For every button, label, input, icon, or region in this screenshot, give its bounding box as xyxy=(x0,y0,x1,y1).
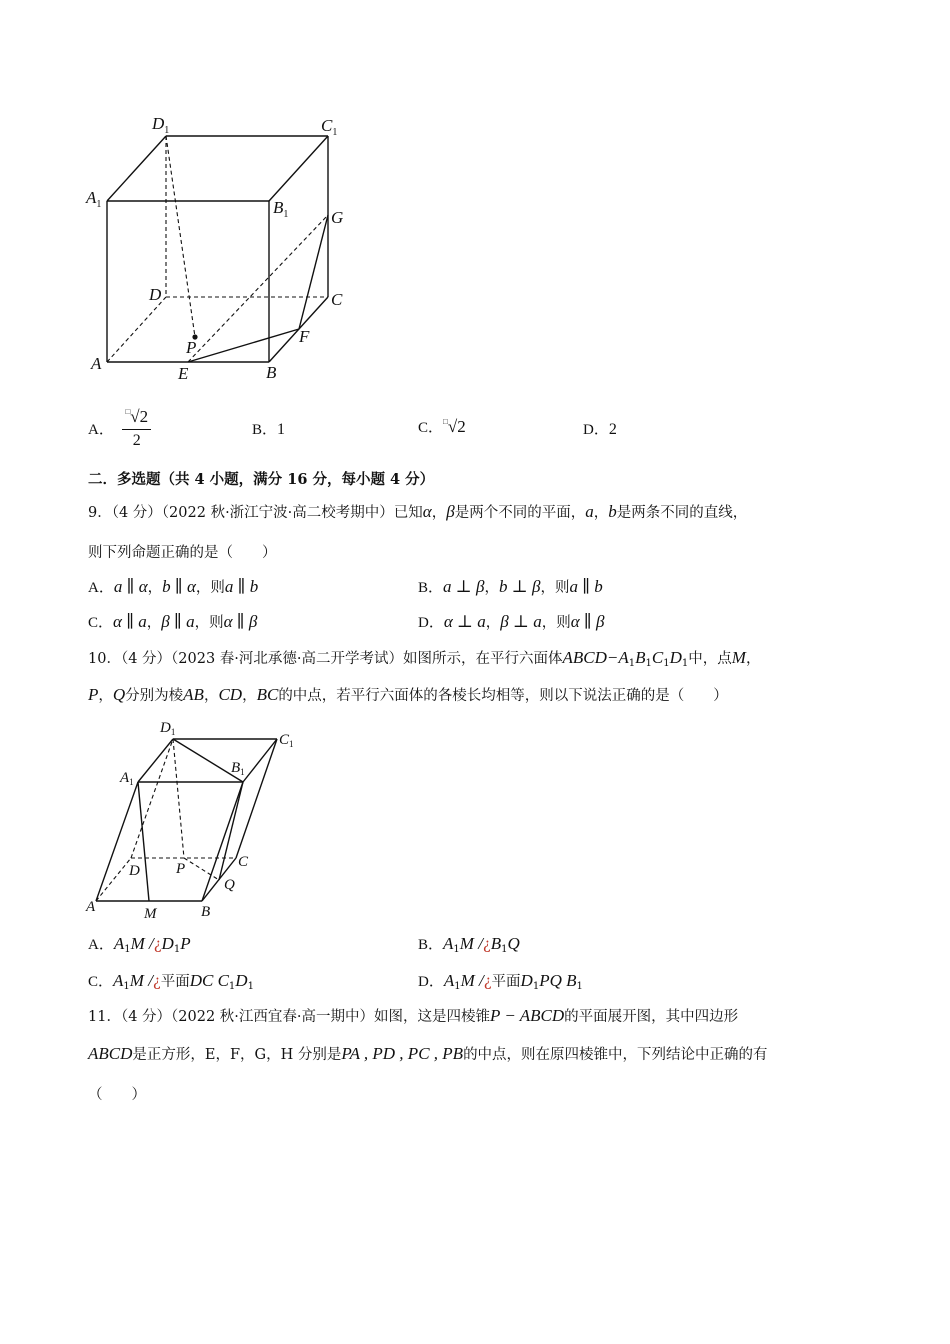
cube-figure xyxy=(80,105,370,395)
q9-option-c[interactable]: C．α ∥ a，β ∥ a，则α ∥ β xyxy=(88,612,258,631)
edge-AD xyxy=(107,297,166,362)
label-F: F xyxy=(299,327,310,346)
segment-EF xyxy=(188,329,299,362)
label-P: P xyxy=(186,338,197,357)
label-A: A xyxy=(86,899,96,915)
label-C1: $C_1$ xyxy=(321,116,338,138)
edge-B1C1 xyxy=(269,136,328,201)
q11-stem-line3: （ ） xyxy=(88,1087,146,1103)
label-Q: Q xyxy=(224,877,235,893)
q10-stem: 10．（4 分）（2023 春·河北承德·高二开学考试）如图所示，在平行六面体$ABCD-A_1B_1C_1D_1$中，点M， xyxy=(88,648,761,669)
label-C1: $C_1$ xyxy=(279,732,294,749)
q10-option-c[interactable]: C．$A_1M$ /¿平面DC $C_1D_1$ xyxy=(88,971,254,992)
q10-option-b[interactable]: B．$A_1M$ $/¿B_1Q$ xyxy=(418,934,520,955)
label-C: C xyxy=(331,290,343,309)
segment-FG xyxy=(299,215,328,329)
label-M: M xyxy=(144,906,157,922)
q9-option-b[interactable]: B．a ⊥ β，b ⊥ β，则a ∥ b xyxy=(418,577,603,596)
segment-D1P xyxy=(166,136,195,337)
edge-AD xyxy=(96,858,131,901)
label-B1: $B_1$ xyxy=(231,760,245,777)
label-D: D xyxy=(129,863,140,879)
segment-D1P xyxy=(173,739,184,858)
edge-A1A xyxy=(96,782,138,901)
label-B: B xyxy=(201,904,211,920)
label-D1: $D_1$ xyxy=(152,114,170,136)
label-P: P xyxy=(176,861,186,877)
label-A1: $A_1$ xyxy=(86,188,102,210)
section-heading: 二．多选题（共 4 小题，满分 16 分，每小题 4 分） xyxy=(88,471,435,488)
q9-stem: 9．（4 分）（2022 秋·浙江宁波·高二校考期中）已知α，β是两个不同的平面，a，b是两条不同的直线， xyxy=(88,502,748,521)
q8-option-c[interactable]: C．□√2 xyxy=(418,417,466,436)
edge-A1D1 xyxy=(107,136,166,201)
q11-stem: 11．（4 分）（2022 秋·江西宜春·高一期中）如图，这是四棱锥P − ABCD的平面展开图，其中四边形 xyxy=(88,1006,739,1025)
label-B1: $B_1$ xyxy=(273,198,289,220)
q10-option-d[interactable]: D．$A_1M$ /¿平面$D_1PQ$ $B_1$ xyxy=(418,971,583,992)
q11-stem-line2: ABCD是正方形，E，F，G，H 分别是PA , PD , PC , PB的中点，则在原四棱锥中，下列结论中正确的有 xyxy=(88,1044,768,1063)
edge-DD1 xyxy=(131,739,173,858)
q9-stem-line2: 则下列命题正确的是（ ） xyxy=(88,545,277,561)
q10-stem-line2: P，Q分别为棱AB，CD，BC的中点，若平行六面体的各棱长均相等，则以下说法正确的是（ ） xyxy=(88,685,728,704)
label-E: E xyxy=(178,364,189,383)
segment-A1M xyxy=(138,782,149,901)
q8-option-b[interactable]: B．1 xyxy=(252,421,286,438)
edge-C1C xyxy=(236,739,277,858)
label-G: G xyxy=(331,208,344,227)
edge-B1C1 xyxy=(243,739,277,782)
q10-option-a[interactable]: A．$A_1M$ $/¿D_1P$ xyxy=(88,934,191,955)
parallelepiped-figure xyxy=(80,712,310,927)
label-C: C xyxy=(238,854,249,870)
label-A1: $A_1$ xyxy=(120,770,134,787)
q8-option-a[interactable]: A． $\frac{^□√2}{2}$ xyxy=(88,407,151,450)
edge-A1D1 xyxy=(138,739,173,782)
q9-option-a[interactable]: A．a ∥ α，b ∥ α，则a ∥ b xyxy=(88,577,259,596)
q9-option-d[interactable]: D．α ⊥ a，β ⊥ a，则α ∥ β xyxy=(418,612,605,631)
label-B: B xyxy=(266,363,277,382)
q8-option-d[interactable]: D．2 xyxy=(583,421,617,438)
edge-B1B xyxy=(202,782,243,901)
label-A: A xyxy=(91,354,102,373)
label-D1: $D_1$ xyxy=(160,720,176,737)
label-D: D xyxy=(149,285,162,304)
